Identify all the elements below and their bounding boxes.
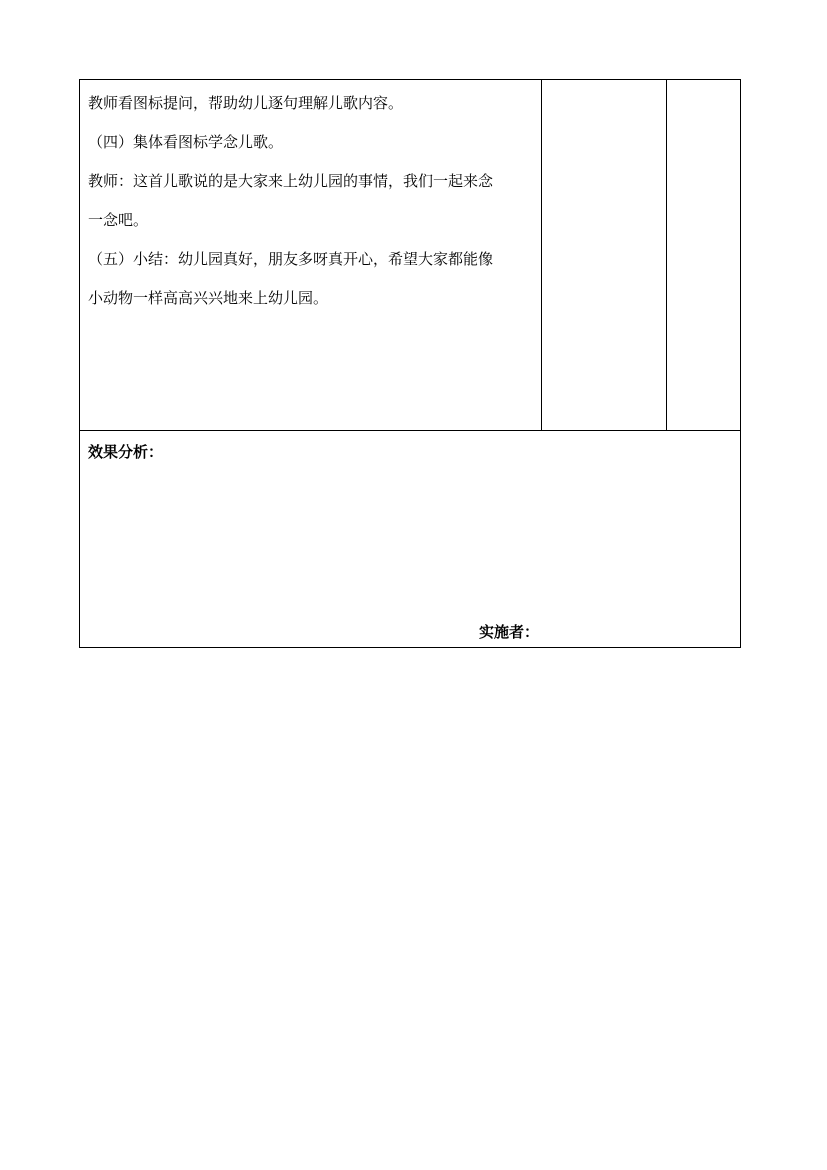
column-divider-2 <box>666 79 667 431</box>
table-top-border <box>79 79 741 80</box>
process-line-6: 小动物一样高高兴兴地来上幼儿园。 <box>88 289 329 307</box>
effect-analysis-label: 效果分析： <box>88 443 164 461</box>
table-right-border <box>740 79 741 648</box>
process-line-1: 教师看图标提问，帮助幼儿逐句理解儿歌内容。 <box>88 94 404 112</box>
process-line-2: （四）集体看图标学念儿歌。 <box>88 133 284 151</box>
activity-process-text <box>88 84 540 318</box>
process-line-4: 一念吧。 <box>88 211 149 229</box>
table-left-border <box>79 79 80 648</box>
table-bottom-border <box>79 647 741 648</box>
implementer-label: 实施者： <box>479 623 540 641</box>
column-divider-1 <box>541 79 542 431</box>
row-divider <box>79 430 741 431</box>
process-line-5: （五）小结：幼儿园真好，朋友多呀真开心，希望大家都能像 <box>88 250 494 268</box>
process-line-3: 教师：这首儿歌说的是大家来上幼儿园的事情，我们一起来念 <box>88 172 494 190</box>
